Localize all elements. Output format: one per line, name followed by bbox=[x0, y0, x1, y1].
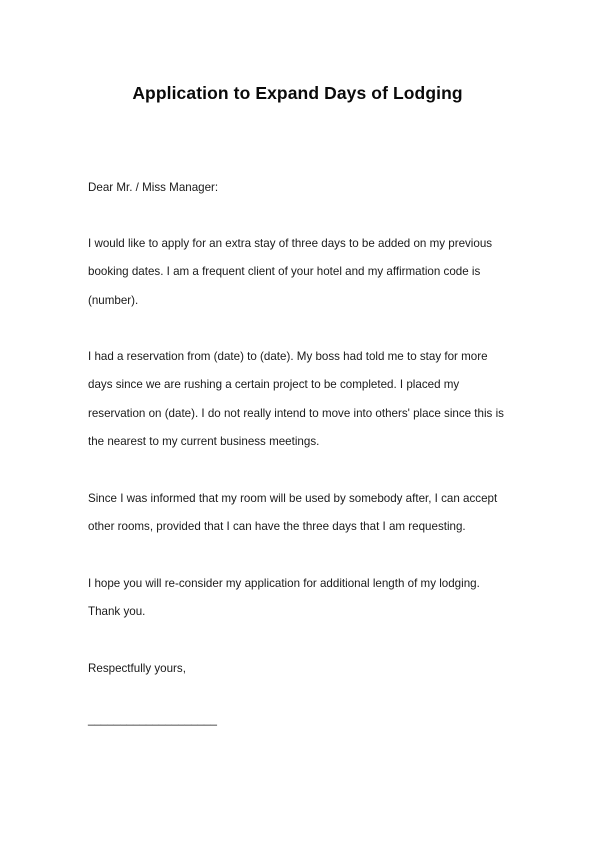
paragraph-line: (number). bbox=[88, 293, 139, 307]
paragraph-4 bbox=[88, 570, 518, 627]
paragraph-3 bbox=[88, 485, 518, 542]
salutation-text: Dear Mr. / Miss Manager: bbox=[88, 181, 219, 194]
closing bbox=[88, 655, 518, 683]
salutation bbox=[88, 174, 518, 202]
paragraph-1 bbox=[88, 230, 518, 315]
paragraph-line: other rooms, provided that I can have the three days that I am requesting. bbox=[88, 520, 466, 534]
paragraph-line: booking dates. I am a frequent client of your hotel and my affirmation code is bbox=[88, 265, 481, 279]
signature-line: ____________________ bbox=[88, 713, 217, 726]
paragraph-line: reservation on (date). I do not really intend to move into others' place since this is bbox=[88, 406, 504, 420]
paragraph-line: Thank you. bbox=[88, 605, 146, 619]
paragraph-2 bbox=[88, 343, 518, 456]
paragraph-line: I hope you will re-consider my application for additional length of my lodging. bbox=[88, 577, 480, 590]
document-title: Application to Expand Days of Lodging bbox=[132, 83, 463, 103]
paragraph-line: days since we are rushing a certain project to be completed. I placed my bbox=[88, 378, 460, 392]
paragraph-line: Since I was informed that my room will be used by somebody after, I can accept bbox=[88, 492, 498, 505]
paragraph-line: I had a reservation from (date) to (date). My boss had told me to stay for more bbox=[88, 350, 488, 363]
closing-text: Respectfully yours, bbox=[88, 662, 186, 675]
paragraph-line: the nearest to my current business meetings. bbox=[88, 434, 320, 448]
paragraph-line: I would like to apply for an extra stay of three days to be added on my previous bbox=[88, 237, 493, 250]
